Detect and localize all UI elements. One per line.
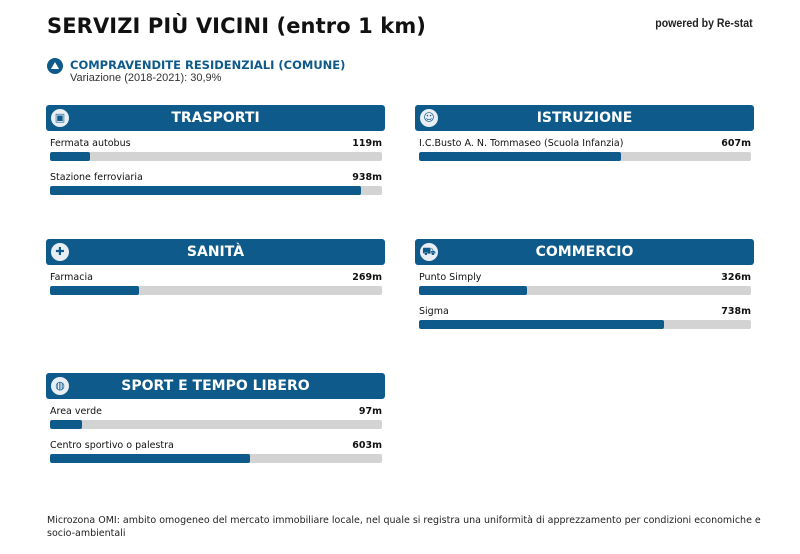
- distance-bar-fill: [50, 286, 139, 295]
- distance-bar-fill: [50, 420, 82, 429]
- distance-bar-fill: [419, 320, 664, 329]
- service-row: [50, 405, 382, 439]
- hospital-icon: ✚: [51, 243, 69, 261]
- category-header: [415, 239, 754, 265]
- service-distance: 269m: [352, 272, 382, 283]
- service-distance: 603m: [352, 440, 382, 451]
- category-card-commercio: [415, 239, 754, 339]
- service-name: Centro sportivo o palestra: [50, 440, 174, 451]
- summary-title: COMPRAVENDITE RESIDENZIALI (COMUNE): [70, 58, 346, 72]
- cart-icon: ⛟: [420, 243, 438, 261]
- category-card-sanita: [46, 239, 385, 305]
- service-distance: 607m: [721, 138, 751, 149]
- service-distance: 97m: [358, 406, 382, 417]
- category-header: [415, 105, 754, 131]
- category-header: [46, 105, 385, 131]
- service-row: [50, 271, 382, 305]
- distance-bar-fill: [50, 152, 90, 161]
- tennis-ball-icon: ◍: [51, 377, 69, 395]
- service-distance: 119m: [352, 138, 382, 149]
- footnote: Microzona OMI: ambito omogeneo del mercato immobiliare locale, nel quale si registra una uniformità di apprezzamento per condizioni economiche e socio-ambientali: [47, 515, 761, 539]
- service-row: [419, 137, 751, 171]
- category-title: TRASPORTI: [171, 110, 260, 126]
- service-row: [50, 171, 382, 205]
- student-icon: ☺: [420, 109, 438, 127]
- service-row: [50, 439, 382, 473]
- summary-subtitle: Variazione (2018-2021): 30,9%: [70, 72, 222, 84]
- distance-bar: [50, 186, 382, 195]
- category-header: [46, 373, 385, 399]
- powered-by-label: powered by Re-stat: [655, 16, 753, 30]
- distance-bar: [419, 152, 751, 161]
- category-title: ISTRUZIONE: [536, 110, 633, 126]
- category-title: SPORT E TEMPO LIBERO: [121, 378, 310, 394]
- distance-bar-fill: [419, 152, 621, 161]
- page-title: SERVIZI PIÙ VICINI (entro 1 km): [47, 14, 427, 38]
- service-distance: 326m: [721, 272, 751, 283]
- category-card-trasporti: [46, 105, 385, 205]
- service-name: Farmacia: [50, 272, 93, 283]
- service-name: I.C.Busto A. N. Tommaseo (Scuola Infanzia): [419, 138, 624, 149]
- service-distance: 938m: [352, 172, 382, 183]
- distance-bar-fill: [50, 186, 361, 195]
- service-name: Fermata autobus: [50, 138, 131, 149]
- service-name: Stazione ferroviaria: [50, 172, 143, 183]
- category-title: SANITÀ: [186, 244, 245, 260]
- service-name: Sigma: [419, 306, 449, 317]
- distance-bar: [50, 454, 382, 463]
- distance-bar: [50, 420, 382, 429]
- category-header: [46, 239, 385, 265]
- distance-bar: [419, 320, 751, 329]
- category-card-istruzione: [415, 105, 754, 171]
- distance-bar-fill: [419, 286, 527, 295]
- service-row: [419, 305, 751, 339]
- distance-bar: [50, 286, 382, 295]
- distance-bar: [419, 286, 751, 295]
- distance-bar-fill: [50, 454, 250, 463]
- service-name: Area verde: [50, 406, 102, 417]
- distance-bar: [50, 152, 382, 161]
- category-title: COMMERCIO: [535, 244, 634, 260]
- category-card-sport: [46, 373, 385, 473]
- service-distance: 738m: [721, 306, 751, 317]
- triangle-up-icon: [47, 58, 63, 74]
- service-name: Punto Simply: [419, 272, 482, 283]
- service-row: [419, 271, 751, 305]
- bus-icon: ▣: [51, 109, 69, 127]
- service-row: [50, 137, 382, 171]
